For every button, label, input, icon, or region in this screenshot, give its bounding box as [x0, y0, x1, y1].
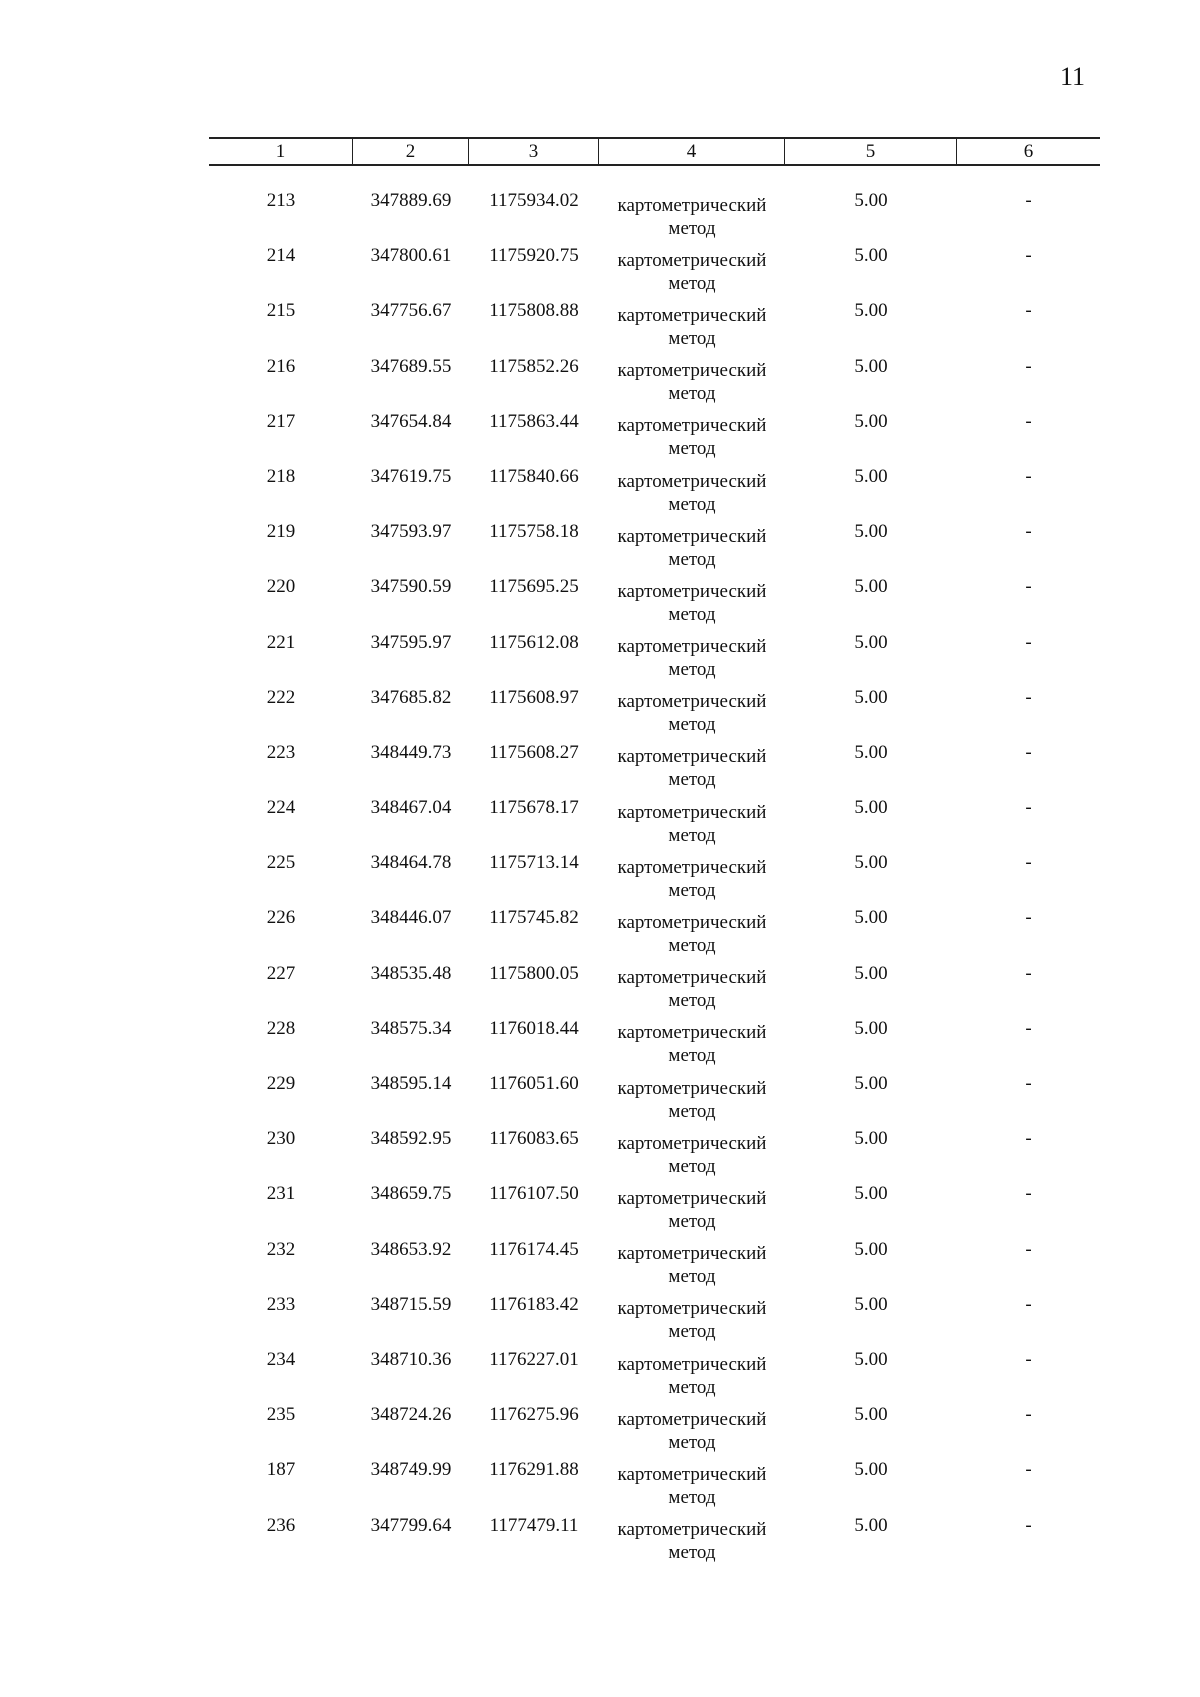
table-row [209, 244, 1100, 299]
description-cell: - [1025, 852, 1032, 874]
table-row [209, 355, 1100, 410]
y-coordinate-cell: 1176183.42 [489, 1293, 579, 1315]
method-line-1: картометрический [617, 1022, 767, 1044]
accuracy-cell: 5.00 [854, 1073, 888, 1094]
accuracy-cell: 5.00 [854, 1017, 888, 1039]
point-number-cell: 220 [266, 576, 296, 598]
method-cell [599, 1127, 785, 1182]
table-row [209, 1403, 1100, 1458]
table-row [209, 851, 1100, 906]
method-line-2: метод [668, 935, 716, 957]
method-line-2: метод [668, 1542, 716, 1564]
description-cell: - [1025, 521, 1032, 543]
table-row [209, 575, 1100, 630]
x-coordinate-cell: 348749.99 [370, 1459, 452, 1481]
accuracy-cell: 5.00 [854, 576, 888, 598]
accuracy-cell: 5.00 [854, 741, 888, 763]
y-coordinate-cell: 1175808.88 [489, 300, 579, 322]
description-cell: - [1025, 1183, 1032, 1205]
table-row [209, 741, 1100, 796]
x-coordinate-cell: 347889.69 [370, 190, 452, 211]
point-number-cell: 217 [266, 410, 296, 432]
method-line-1: картометрический [617, 470, 767, 492]
table-row [209, 189, 1100, 244]
x-coordinate-cell: 347685.82 [370, 686, 452, 708]
description-cell: - [1025, 907, 1032, 929]
method-line-2: метод [668, 493, 716, 515]
method-line-2: метод [668, 1100, 716, 1122]
method-line-2: метод [668, 714, 716, 736]
method-line-1: картометрический [617, 1187, 767, 1209]
method-cell [599, 1458, 785, 1513]
method-line-1: картометрический [617, 1353, 767, 1375]
x-coordinate-cell: 347689.55 [370, 355, 452, 377]
x-coordinate-cell: 347590.59 [370, 576, 452, 598]
method-line-2: метод [668, 1045, 716, 1067]
accuracy-cell: 5.00 [854, 852, 888, 874]
method-cell [599, 1017, 785, 1072]
table-row [209, 1127, 1100, 1182]
point-number-cell: 231 [266, 1183, 296, 1205]
method-cell [599, 299, 785, 354]
method-line-1: картометрический [617, 1243, 767, 1265]
method-cell [599, 355, 785, 410]
y-coordinate-cell: 1176275.96 [489, 1404, 579, 1426]
accuracy-cell: 5.00 [854, 1238, 888, 1260]
method-line-1: картометрический [617, 360, 767, 382]
description-cell: - [1025, 686, 1032, 708]
point-number-cell: 223 [266, 741, 296, 763]
method-line-1: картометрический [617, 525, 767, 547]
table-row [209, 1017, 1100, 1072]
point-number-cell: 221 [266, 631, 296, 653]
method-cell [599, 189, 785, 244]
description-cell: - [1025, 797, 1032, 819]
accuracy-cell: 5.00 [854, 1459, 888, 1481]
point-number-cell: 222 [266, 686, 296, 708]
y-coordinate-cell: 1176227.01 [489, 1348, 579, 1370]
method-line-1: картометрический [617, 691, 767, 713]
method-line-2: метод [668, 1155, 716, 1177]
description-cell: - [1025, 1238, 1032, 1260]
description-cell: - [1025, 1293, 1032, 1315]
method-line-2: метод [668, 879, 716, 901]
method-line-2: метод [668, 217, 716, 239]
accuracy-cell: 5.00 [854, 1183, 888, 1205]
y-coordinate-cell: 1175678.17 [489, 797, 579, 819]
y-coordinate-cell: 1176051.60 [489, 1073, 579, 1094]
x-coordinate-cell: 348467.04 [370, 797, 452, 819]
method-line-2: метод [668, 548, 716, 570]
method-line-1: картометрический [617, 1298, 767, 1320]
accuracy-cell: 5.00 [854, 686, 888, 708]
method-line-1: картометрический [617, 580, 767, 602]
y-coordinate-cell: 1175695.25 [489, 576, 579, 598]
point-number-cell: 226 [266, 907, 296, 929]
point-number-cell: 213 [266, 190, 296, 211]
point-number-cell: 216 [266, 355, 296, 377]
method-line-1: картометрический [617, 1463, 767, 1485]
x-coordinate-cell: 348659.75 [370, 1183, 452, 1205]
description-cell: - [1025, 300, 1032, 322]
method-cell [599, 520, 785, 575]
method-line-2: метод [668, 659, 716, 681]
accuracy-cell: 5.00 [854, 1128, 888, 1150]
method-line-1: картометрический [617, 1077, 767, 1099]
description-cell: - [1025, 1404, 1032, 1426]
method-cell [599, 1238, 785, 1293]
method-line-2: метод [668, 1376, 716, 1398]
method-line-1: картометрический [617, 856, 767, 878]
accuracy-cell: 5.00 [854, 300, 888, 322]
method-line-2: метод [668, 603, 716, 625]
method-cell [599, 410, 785, 465]
method-line-1: картометрический [617, 1408, 767, 1430]
description-cell: - [1025, 576, 1032, 598]
x-coordinate-cell: 348575.34 [370, 1017, 452, 1039]
method-line-1: картометрический [617, 1519, 767, 1541]
method-cell [599, 244, 785, 299]
column-header-1: 1 [209, 139, 353, 164]
description-cell: - [1025, 631, 1032, 653]
method-line-1: картометрический [617, 304, 767, 326]
y-coordinate-cell: 1175713.14 [489, 852, 579, 874]
method-line-2: метод [668, 1431, 716, 1453]
x-coordinate-cell: 348710.36 [370, 1348, 452, 1370]
point-number-cell: 187 [266, 1459, 296, 1481]
y-coordinate-cell: 1176083.65 [489, 1128, 579, 1150]
page-number: 11 [1060, 62, 1086, 91]
column-header-5: 5 [785, 139, 957, 164]
description-cell: - [1025, 410, 1032, 432]
y-coordinate-cell: 1175608.27 [489, 741, 579, 763]
accuracy-cell: 5.00 [854, 1293, 888, 1315]
method-line-1: картометрический [617, 636, 767, 658]
description-cell: - [1025, 962, 1032, 984]
method-line-1: картометрический [617, 415, 767, 437]
table-row [209, 962, 1100, 1017]
table-header [209, 137, 1100, 166]
x-coordinate-cell: 347593.97 [370, 521, 452, 543]
method-cell [599, 741, 785, 796]
description-cell: - [1025, 1073, 1032, 1094]
y-coordinate-cell: 1176291.88 [489, 1459, 579, 1481]
method-cell [599, 465, 785, 520]
method-cell [599, 631, 785, 686]
point-number-cell: 232 [266, 1238, 296, 1260]
table-row [209, 520, 1100, 575]
method-line-2: метод [668, 1210, 716, 1232]
point-number-cell: 227 [266, 962, 296, 984]
method-line-1: картометрический [617, 1132, 767, 1154]
table-row [209, 686, 1100, 741]
description-cell: - [1025, 245, 1032, 267]
y-coordinate-cell: 1175608.97 [489, 686, 579, 708]
x-coordinate-cell: 348446.07 [370, 907, 452, 929]
column-header-6: 6 [1023, 140, 1034, 162]
x-coordinate-cell: 347800.61 [370, 245, 452, 267]
accuracy-cell: 5.00 [854, 355, 888, 377]
y-coordinate-cell: 1175840.66 [489, 465, 579, 487]
method-cell [599, 686, 785, 741]
point-number-cell: 228 [266, 1017, 296, 1039]
method-cell [599, 1348, 785, 1403]
x-coordinate-cell: 347799.64 [370, 1514, 452, 1536]
coordinates-table [209, 137, 1100, 1564]
method-line-2: метод [668, 824, 716, 846]
y-coordinate-cell: 1175852.26 [489, 355, 579, 377]
point-number-cell: 229 [266, 1073, 296, 1094]
accuracy-cell: 5.00 [854, 245, 888, 267]
y-coordinate-cell: 1175758.18 [489, 521, 579, 543]
table-body [209, 189, 1100, 1569]
table-row [209, 1514, 1100, 1569]
method-line-2: метод [668, 383, 716, 405]
description-cell: - [1025, 1017, 1032, 1039]
table-row [209, 1238, 1100, 1293]
x-coordinate-cell: 348715.59 [370, 1293, 452, 1315]
accuracy-cell: 5.00 [854, 1514, 888, 1536]
y-coordinate-cell: 1175863.44 [489, 410, 579, 432]
column-header-2: 2 [353, 139, 469, 164]
x-coordinate-cell: 347756.67 [370, 300, 452, 322]
description-cell: - [1025, 1348, 1032, 1370]
column-header-3: 3 [469, 139, 599, 164]
x-coordinate-cell: 348464.78 [370, 852, 452, 874]
table-row [209, 410, 1100, 465]
x-coordinate-cell: 348535.48 [370, 962, 452, 984]
description-cell: - [1025, 1128, 1032, 1150]
x-coordinate-cell: 348724.26 [370, 1404, 452, 1426]
method-cell [599, 851, 785, 906]
method-line-1: картометрический [617, 912, 767, 934]
method-cell [599, 796, 785, 851]
accuracy-cell: 5.00 [854, 962, 888, 984]
x-coordinate-cell: 347619.75 [370, 465, 452, 487]
table-row [209, 1182, 1100, 1237]
y-coordinate-cell: 1176018.44 [489, 1017, 579, 1039]
method-line-1: картометрический [617, 746, 767, 768]
method-line-2: метод [668, 438, 716, 460]
y-coordinate-cell: 1175920.75 [489, 245, 579, 267]
accuracy-cell: 5.00 [854, 190, 888, 211]
point-number-cell: 233 [266, 1293, 296, 1315]
point-number-cell: 214 [266, 245, 296, 267]
method-line-2: метод [668, 272, 716, 294]
method-line-2: метод [668, 1266, 716, 1288]
method-cell [599, 906, 785, 961]
table-row [209, 1458, 1100, 1513]
method-line-2: метод [668, 990, 716, 1012]
description-cell: - [1025, 190, 1032, 211]
y-coordinate-cell: 1175800.05 [489, 962, 579, 984]
x-coordinate-cell: 348592.95 [370, 1128, 452, 1150]
method-line-2: метод [668, 327, 716, 349]
method-line-1: картометрический [617, 194, 767, 216]
point-number-cell: 234 [266, 1348, 296, 1370]
x-coordinate-cell: 347654.84 [370, 410, 452, 432]
y-coordinate-cell: 1175745.82 [489, 907, 579, 929]
method-cell [599, 1072, 785, 1127]
y-coordinate-cell: 1177479.11 [489, 1514, 579, 1536]
method-cell [599, 962, 785, 1017]
y-coordinate-cell: 1175612.08 [489, 631, 579, 653]
table-row [209, 631, 1100, 686]
point-number-cell: 225 [266, 852, 296, 874]
point-number-cell: 230 [266, 1128, 296, 1150]
point-number-cell: 235 [266, 1404, 296, 1426]
description-cell: - [1025, 355, 1032, 377]
y-coordinate-cell: 1176174.45 [489, 1238, 579, 1260]
method-line-1: картометрический [617, 801, 767, 823]
point-number-cell: 224 [266, 797, 296, 819]
point-number-cell: 218 [266, 465, 296, 487]
y-coordinate-cell: 1175934.02 [489, 190, 579, 211]
method-line-2: метод [668, 1486, 716, 1508]
method-cell [599, 1514, 785, 1569]
x-coordinate-cell: 348595.14 [370, 1073, 452, 1094]
description-cell: - [1025, 1514, 1032, 1536]
accuracy-cell: 5.00 [854, 907, 888, 929]
x-coordinate-cell: 347595.97 [370, 631, 452, 653]
accuracy-cell: 5.00 [854, 1404, 888, 1426]
accuracy-cell: 5.00 [854, 797, 888, 819]
table-row [209, 1293, 1100, 1348]
method-line-2: метод [668, 769, 716, 791]
method-line-1: картометрический [617, 249, 767, 271]
method-cell [599, 575, 785, 630]
description-cell: - [1025, 1459, 1032, 1481]
table-row [209, 465, 1100, 520]
point-number-cell: 219 [266, 521, 296, 543]
table-row [209, 1348, 1100, 1403]
table-row [209, 1072, 1100, 1127]
method-cell [599, 1403, 785, 1458]
method-cell [599, 1293, 785, 1348]
x-coordinate-cell: 348653.92 [370, 1238, 452, 1260]
method-cell [599, 1182, 785, 1237]
accuracy-cell: 5.00 [854, 521, 888, 543]
y-coordinate-cell: 1176107.50 [489, 1183, 579, 1205]
method-line-2: метод [668, 1321, 716, 1343]
description-cell: - [1025, 465, 1032, 487]
point-number-cell: 236 [266, 1514, 296, 1536]
accuracy-cell: 5.00 [854, 410, 888, 432]
method-line-1: картометрический [617, 967, 767, 989]
accuracy-cell: 5.00 [854, 631, 888, 653]
column-header-4: 4 [599, 139, 785, 164]
description-cell: - [1025, 741, 1032, 763]
point-number-cell: 215 [266, 300, 296, 322]
table-row [209, 906, 1100, 961]
table-row [209, 796, 1100, 851]
accuracy-cell: 5.00 [854, 1348, 888, 1370]
x-coordinate-cell: 348449.73 [370, 741, 452, 763]
accuracy-cell: 5.00 [854, 465, 888, 487]
table-row [209, 299, 1100, 354]
